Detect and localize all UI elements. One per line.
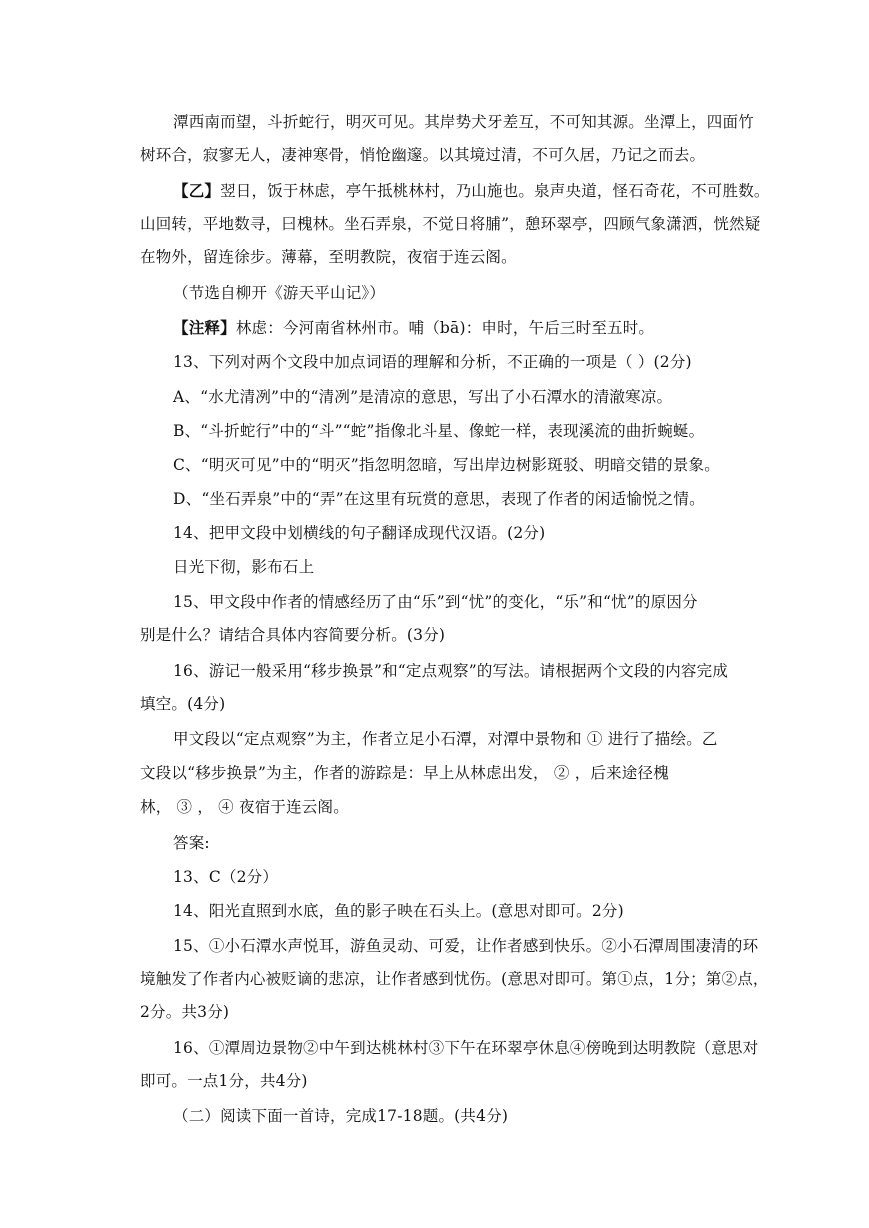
fill-blank-line: 甲文段以“定点观察”为主，作者立足小石潭，对潭中景物和 ① 进行了描绘。乙: [173, 730, 718, 748]
option-b: B、“斗折蛇行”中的“斗”“蛇”指像北斗星、像蛇一样，表现溪流的曲折蜿蜒。: [173, 422, 705, 440]
section-label-yi: 【乙】: [173, 181, 221, 200]
text-line: 翌日，饭于林虑，亭午抵桃林村，乃山施也。泉声央道，怪石奇花，不可胜数。: [220, 182, 770, 200]
annotation-line: [173, 318, 733, 338]
option-a: A、“水尤清冽”中的“清冽”是清凉的意思，写出了小石潭水的清澈寒凉。: [173, 388, 673, 406]
annotation-text: 林虑：今河南省林州市。哺（bā)：申时，午后三时至五时。: [235, 319, 655, 337]
source-citation: （节选自柳开《游天平山记》）: [173, 284, 386, 302]
question-15: 15、甲文段中作者的情感经历了由“乐”到“忧”的变化，“乐”和“忧”的原因分: [173, 593, 698, 611]
question-16-cont: 填空。(4分): [140, 695, 226, 713]
question-15-cont: 别是什么？请结合具体内容简要分析。(3分): [140, 626, 446, 644]
answer-16-cont: 即可。一点1分，共4分): [140, 1072, 308, 1090]
answer-13: 13、C（2分）: [173, 868, 279, 886]
text-line: 在物外，留连徐步。薄幕，至明教院，夜宿于连云阁。: [140, 248, 517, 266]
question-16: 16、游记一般采用“移步换景”和“定点观察”的写法。请根据两个文段的内容完成: [173, 662, 729, 680]
text-line: 树环合，寂寥无人，凄神寒骨，悄怆幽邃。以其境过清，不可久居，乃记之而去。: [140, 146, 706, 164]
answer-15: 15、①小石潭水声悦耳，游鱼灵动、可爱，让作者感到快乐。②小石潭周围凄清的环: [173, 937, 759, 955]
option-c: C、“明灭可见”中的“明灭”指忽明忽暗，写出岸边树影斑驳、明暗交错的景象。: [173, 456, 720, 474]
fill-blank-line: 林， ③ ， ④ 夜宿于连云阁。: [140, 798, 349, 816]
answer-16: 16、①潭周边景物②中午到达桃林村③下午在环翠亭休息④傍晚到达明教院（意思对: [173, 1039, 759, 1057]
fill-blank-line: 文段以“移步换景”为主，作者的游踪是：早上从林虑出发， ② ，后来途径槐: [140, 764, 669, 782]
option-d: D、“坐石弄泉”中的“弄”在这里有玩赏的意思，表现了作者的闲适愉悦之情。: [173, 490, 705, 508]
text-line-yi: [173, 181, 770, 201]
answer-heading: 答案:: [173, 834, 210, 852]
text-line: 潭西南而望，斗折蛇行，明灭可见。其岸势犬牙差互，不可知其源。坐潭上，四面竹: [173, 113, 754, 131]
question-14-sentence: 日光下彻，影布石上: [173, 558, 315, 576]
section-heading: （二）阅读下面一首诗，完成17-18题。(共4分): [173, 1107, 509, 1125]
question-14: 14、把甲文段中划横线的句子翻译成现代汉语。(2分): [173, 524, 546, 542]
text-line: 山回转，平地数寻，曰槐林。坐石弄泉，不觉日将脯”，憩环翠亭，四顾气象潇洒，恍然疑: [140, 215, 761, 233]
answer-15-cont: 2分。共3分): [140, 1003, 230, 1021]
answer-14: 14、阳光直照到水底，鱼的影子映在石头上。(意思对即可。2分): [173, 902, 624, 920]
question-13: 13、下列对两个文段中加点词语的理解和分析，不正确的一项是（ ）(2分): [173, 353, 692, 371]
annotation-label: 【注释】: [173, 318, 236, 337]
answer-15-cont: 境触发了作者内心被贬谪的悲凉，让作者感到忧伤。(意思对即可。第①点，1分；第②点，: [140, 970, 769, 988]
